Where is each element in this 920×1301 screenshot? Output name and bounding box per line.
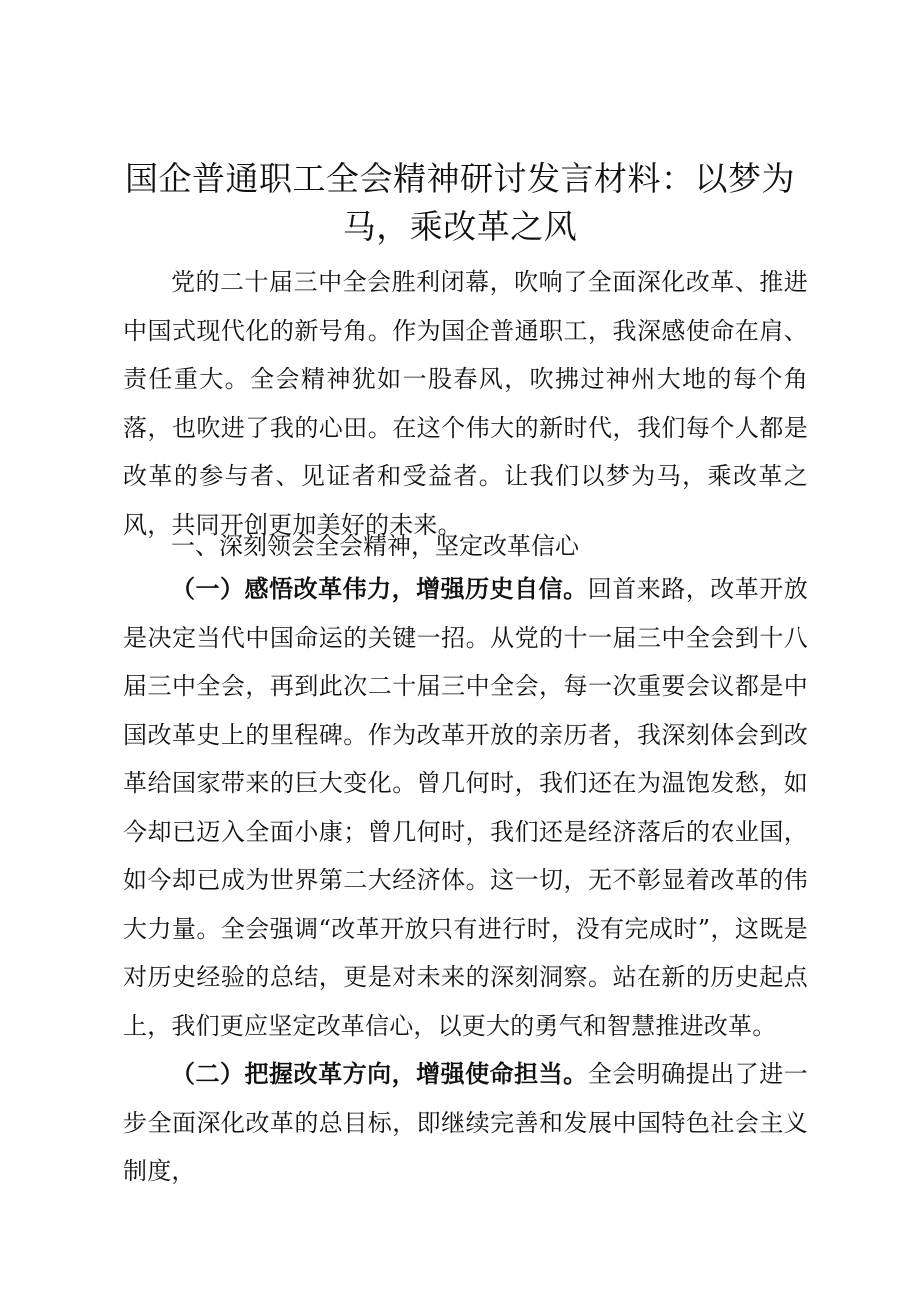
subsection-2-text: 全会明确提出了进一步全面深化改革的总目标，即继续完善和发展中国特色社会主义制度， — [123, 1060, 808, 1185]
subsection-1-paragraph — [123, 565, 808, 1050]
section-1-heading: 一、深刻领会全会精神，坚定改革信心 — [171, 532, 579, 560]
subsection-1-lead: （一）感悟改革伟力，增强历史自信。 — [171, 575, 588, 603]
subsection-2-paragraph — [123, 1050, 808, 1196]
subsection-1-text: 回首来路，改革开放是决定当代中国命运的关键一招。从党的十一届三中全会到十八届三中全会，再到此次二十届三中全会，每一次重要会议都是中国改革史上的里程碑。作为改革开放的亲历者，我深刻体会到改革给国家带来的巨大变化。曾几何时，我们还在为温饱发愁，如今却已迈入全面小康；曾几何时，我们还是经济落后的农业国，如今却已成为世界第二大经济体。这一切，无不彰显着改革的伟大力量。全会强调“改革开放只有进行时，没有完成时”，这既是对历史经验的总结，更是对未来的深刻洞察。站在新的历史起点上，我们更应坚定改革信心，以更大的勇气和智慧推进改革。 — [123, 575, 808, 1040]
subsection-2-lead: （二）把握改革方向，增强使命担当。 — [171, 1060, 588, 1088]
intro-paragraph: 党的二十届三中全会胜利闭幕，吹响了全面深化改革、推进中国式现代化的新号角。作为国企普通职工，我深感使命在肩、责任重大。全会精神犹如一股春风，吹拂过神州大地的每个角落，也吹进了我的心田。在这个伟大的新时代，我们每个人都是改革的参与者、见证者和受益者。让我们以梦为马，乘改革之风，共同开创更加美好的未来。 — [123, 268, 808, 539]
document-title: 国企普通职工全会精神研讨发言材料：以梦为马，乘改革之风 — [125, 159, 795, 246]
